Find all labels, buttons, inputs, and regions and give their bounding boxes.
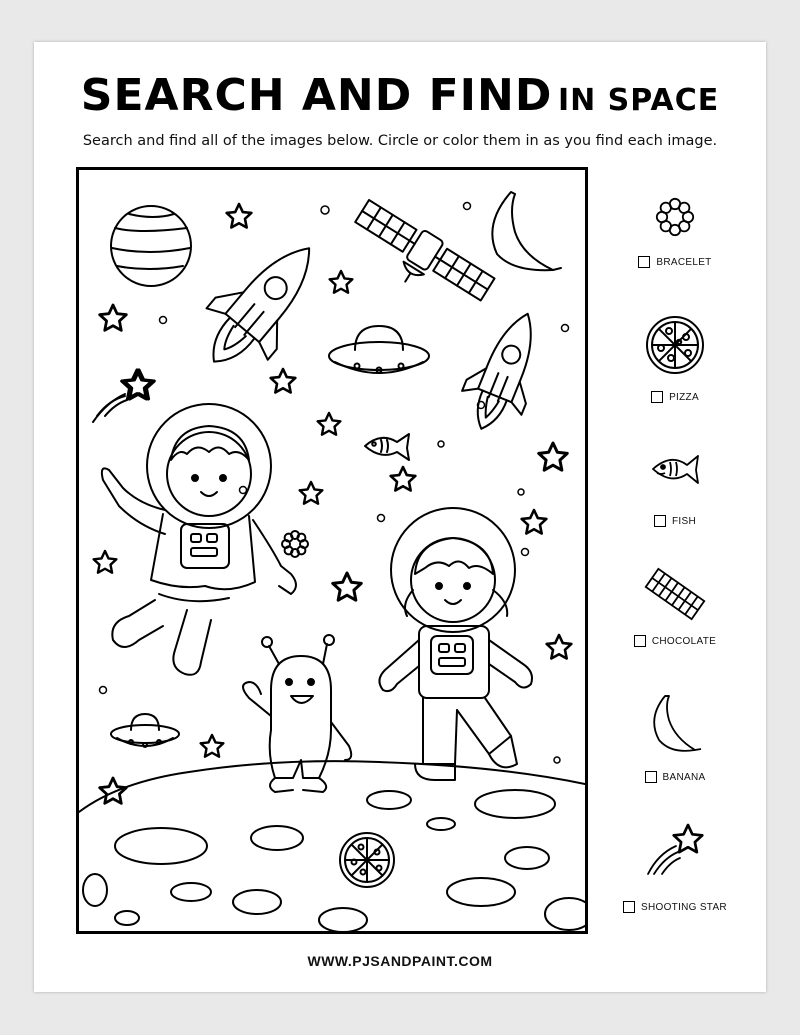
rocket-small [452, 302, 558, 441]
scene-shooting-star [93, 370, 154, 422]
checklist-row [600, 391, 750, 403]
checklist-row [600, 515, 750, 527]
pizza-checkbox[interactable] [651, 391, 663, 403]
fish-checkbox[interactable] [654, 515, 666, 527]
checklist-row [600, 635, 750, 647]
checklist-item-fish [600, 452, 750, 532]
scene-pizza [340, 833, 394, 887]
alien [243, 635, 351, 792]
ufo-small [111, 714, 179, 747]
ufo [329, 326, 429, 373]
checklist-item-bracelet [600, 195, 750, 275]
fish-icon [600, 452, 750, 486]
banana-checkbox[interactable] [645, 771, 657, 783]
page-title [0, 70, 800, 121]
checklist-item-chocolate [600, 565, 750, 655]
space-scene [76, 167, 588, 934]
moon-surface [79, 761, 585, 931]
bracelet-checkbox[interactable] [638, 256, 650, 268]
chocolate-icon [600, 565, 750, 623]
girl-astronaut [379, 508, 532, 780]
bracelet-icon [600, 195, 750, 239]
footer-url[interactable]: WWW.PJSANDPAINT.COM [307, 953, 493, 969]
checklist-label: FISH [672, 515, 696, 527]
checklist-label: BRACELET [656, 256, 712, 268]
shooting-star-icon [600, 822, 750, 878]
checklist-item-banana [600, 692, 750, 792]
banana-icon [600, 692, 750, 758]
checklist-row [600, 901, 750, 913]
scene-fish [365, 434, 409, 460]
chocolate-checkbox[interactable] [634, 635, 646, 647]
rocket-large [183, 223, 339, 388]
shooting-star-checkbox[interactable] [623, 901, 635, 913]
checklist-row [600, 771, 750, 783]
checklist-label: BANANA [662, 771, 706, 783]
checklist-label: CHOCOLATE [651, 635, 717, 647]
pizza-icon [600, 315, 750, 375]
boy-astronaut [102, 404, 296, 675]
title-suffix: IN SPACE [557, 83, 720, 118]
checklist-row [600, 256, 750, 268]
checklist-label: SHOOTING STAR [641, 901, 727, 913]
stars [94, 204, 572, 803]
scene-bracelet [282, 531, 308, 557]
planet [111, 206, 191, 286]
scene-banana [492, 192, 561, 270]
instructions: Search and find all of the images below. Circle or color them in as you find each image. [82, 133, 718, 149]
title-main: SEARCH AND FIND [80, 70, 553, 121]
checklist-label: PIZZA [669, 391, 699, 403]
satellite [343, 197, 497, 321]
checklist-item-shooting-star [600, 822, 750, 922]
checklist-item-pizza [600, 315, 750, 415]
